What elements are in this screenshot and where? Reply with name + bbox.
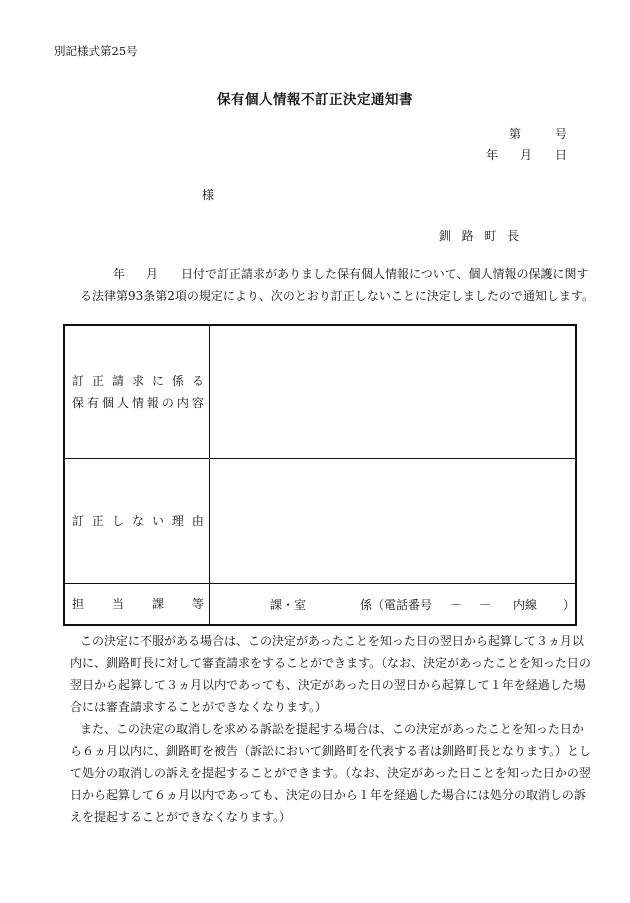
sender-char: 釧 (439, 229, 452, 243)
intro-month: 月 (146, 267, 159, 281)
lawsuit-note-line: また、この決定の取消しを求める訴訟を提起する場合は、この決定があったことを知った日か (80, 722, 584, 736)
date-day: 日 (555, 148, 568, 162)
appeal-note-line: 翌日から起算して３ヵ月以内であっても、決定があった日の翌日から起算して１年を経過した場 (70, 678, 586, 692)
intro-year: 年 (113, 267, 126, 281)
request-content-label: 訂 正 請 求 に 係 る 保 有 個 人 情 報 の 内 容 (64, 325, 210, 458)
intro-text-line1: 日付で訂正請求がありました保有個人情報について、個人情報の保護に関す (181, 267, 589, 281)
decision-table (63, 324, 577, 626)
lawsuit-note-line: ら６ヵ月以内に、釧路町を被告（訴訟において釧路町を代表する者は釧路町長となります。）とし (70, 744, 592, 758)
reason-value[interactable] (210, 458, 577, 583)
date-month: 月 (520, 148, 533, 162)
department-value[interactable] (210, 583, 577, 625)
form-number: 別記様式第25号 (54, 44, 138, 58)
table-row-department (64, 583, 576, 625)
phone-dash-1: － (450, 597, 463, 612)
appeal-note-line: この決定に不服がある場合は、この決定があったことを知った日の翌日から起算して３ヵ月以 (80, 634, 584, 648)
unit-phone-label: 係（電話番号 (360, 597, 433, 612)
document-title: 保有個人情報不訂正決定通知書 (217, 92, 413, 108)
table-row-request-content (64, 325, 576, 458)
sender-title (439, 227, 519, 244)
lawsuit-note-line: て処分の取消しの訴えを提起することができます。（なお、決定があった日ことを知った日かの翌 (70, 766, 591, 780)
section-label: 課・室 (270, 597, 307, 612)
appeal-note-line: 内に、釧路町長に対して審査請求をすることができます。（なお、決定があったことを知った日の (70, 656, 591, 670)
document-number-suffix: 号 (555, 127, 568, 141)
lawsuit-note-line: 日から起算して６ヵ月以内であっても、決定の日から１年を経過した場合には処分の取消しの訴 (70, 788, 586, 802)
document-number-prefix: 第 (509, 127, 522, 141)
table-row-reason (64, 458, 576, 583)
extension-label: 内線 (513, 597, 538, 612)
phone-dash-2: － (479, 597, 492, 612)
department-label: 担 当 課 等 (64, 583, 210, 625)
reason-label: 訂 正 し な い 理 由 (64, 458, 210, 583)
date-year: 年 (486, 148, 499, 162)
sender-char: 路 (461, 229, 474, 243)
lawsuit-note-line: えを提起することができなくなります。） (70, 810, 292, 824)
sender-char: 町 (484, 229, 497, 243)
request-content-value[interactable] (210, 325, 577, 458)
appeal-note-line: 合には審査請求することができなくなります。） (70, 700, 328, 714)
intro-text-line2: る法律第93条第2項の規定により、次のとおり訂正しないことに決定しましたので通知します。 (80, 289, 594, 303)
sender-char: 長 (506, 229, 519, 243)
close-paren: ） (563, 597, 576, 612)
addressee-honorific: 様 (202, 188, 215, 202)
